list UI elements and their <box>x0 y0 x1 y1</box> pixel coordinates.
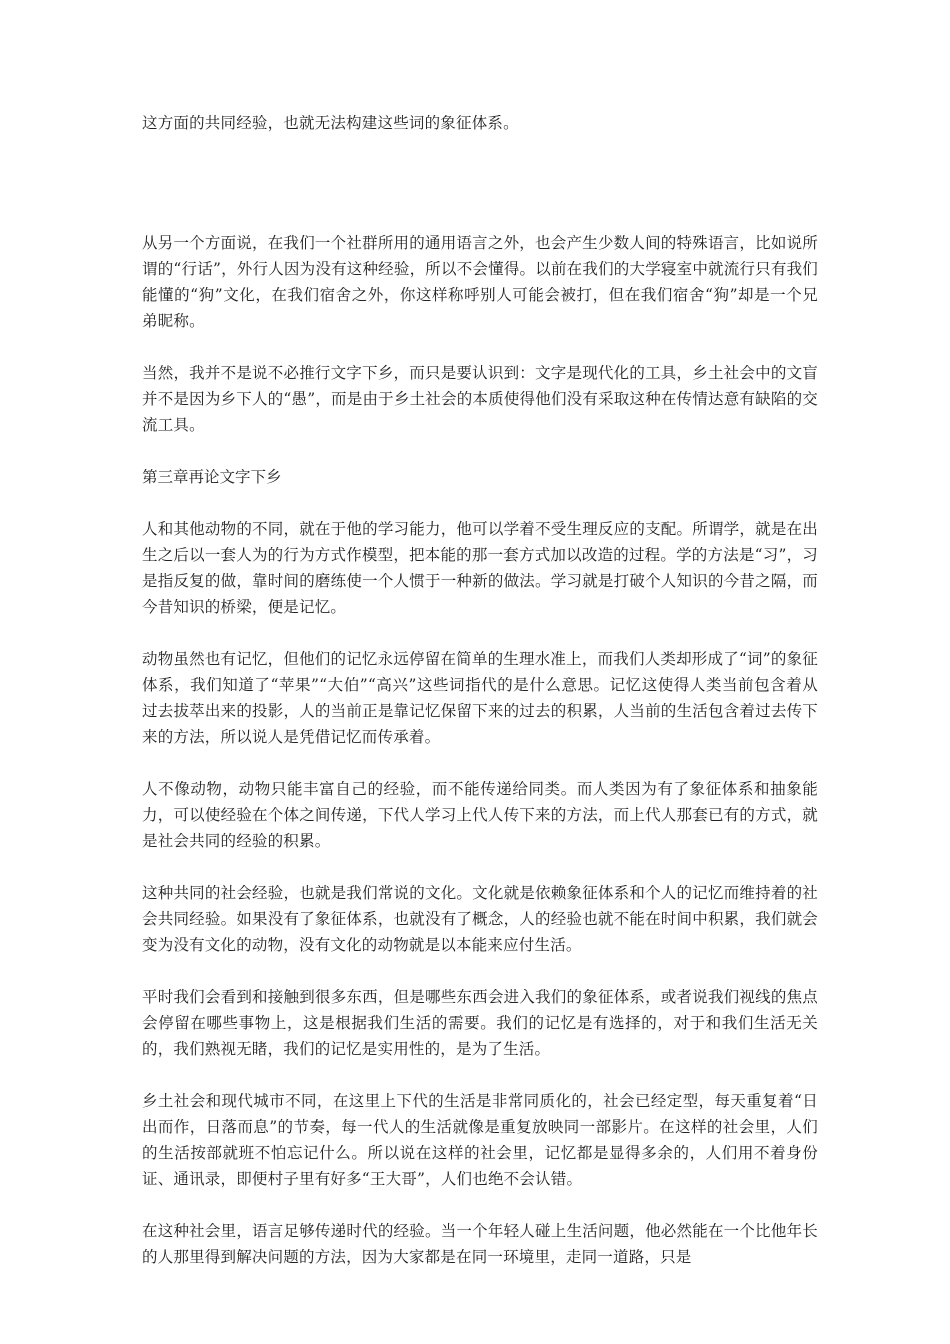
document-body <box>142 110 818 1296</box>
paragraph-10: 在这种社会里，语言足够传递时代的经验。当一个年轻人碰上生活问题，他必然能在一个比他年长的人那里得到解决问题的方法，因为大家都是在同一环境里，走同一道路，只是 <box>142 1222 818 1266</box>
paragraph-2: 从另一个方面说，在我们一个社群所用的通用语言之外，也会产生少数人间的特殊语言，比如说所谓的“行话”，外行人因为没有这种经验，所以不会懂得。以前在我们的大学寝室中就流行只有我们能懂的“狗”文化，在我们宿舍之外，你这样称呼别人可能会被打，但在我们宿舍“狗”却是一个兄弟昵称。 <box>142 234 818 330</box>
paragraph-9: 乡土社会和现代城市不同，在这里上下代的生活是非常同质化的，社会已经定型，每天重复着“日出而作，日落而息”的节奏，每一代人的生活就像是重复放映同一部影片。在这样的社会里，人们的生活按部就班不怕忘记什么。所以说在这样的社会里，记忆都是显得多余的，人们用不着身份证、通讯录，即便村子里有好多“王大哥”，人们也绝不会认错。 <box>142 1092 818 1188</box>
paragraph-7: 这种共同的社会经验，也就是我们常说的文化。文化就是依赖象征体系和个人的记忆而维持着的社会共同经验。如果没有了象征体系，也就没有了概念，人的经验也就不能在时间中积累，我们就会变为没有文化的动物，没有文化的动物就是以本能来应付生活。 <box>142 884 818 954</box>
chapter-heading: 第三章再论文字下乡 <box>142 468 282 486</box>
paragraph-5: 动物虽然也有记忆，但他们的记忆永远停留在简单的生理水准上，而我们人类却形成了“词”的象征体系，我们知道了“苹果”“大伯”“高兴”这些词指代的是什么意思。记忆这使得人类当前包含着从过去拔萃出来的投影，人的当前正是靠记忆保留下来的过去的积累，人当前的生活包含着过去传下来的方法，所以说人是凭借记忆而传承着。 <box>142 650 818 746</box>
paragraph-4: 人和其他动物的不同，就在于他的学习能力，他可以学着不受生理反应的支配。所谓学，就是在出生之后以一套人为的行为方式作模型，把本能的那一套方式加以改造的过程。学的方法是“习”，习是指反复的做，靠时间的磨练使一个人惯于一种新的做法。学习就是打破个人知识的今昔之隔，而今昔知识的桥梁，便是记忆。 <box>142 520 818 616</box>
paragraph-6: 人不像动物，动物只能丰富自己的经验，而不能传递给同类。而人类因为有了象征体系和抽象能力，可以使经验在个体之间传递，下代人学习上代人传下来的方法，而上代人那套已有的方式，就是社会共同的经验的积累。 <box>142 780 818 850</box>
paragraph-1: 这方面的共同经验，也就无法构建这些词的象征体系。 <box>142 114 519 132</box>
paragraph-3: 当然，我并不是说不必推行文字下乡，而只是要认识到：文字是现代化的工具，乡土社会中的文盲并不是因为乡下人的“愚”，而是由于乡土社会的本质使得他们没有采取这种在传情达意有缺陷的交流工具。 <box>142 364 818 434</box>
paragraph-8: 平时我们会看到和接触到很多东西，但是哪些东西会进入我们的象征体系，或者说我们视线的焦点会停留在哪些事物上，这是根据我们生活的需要。我们的记忆是有选择的，对于和我们生活无关的，我们熟视无睹，我们的记忆是实用性的，是为了生活。 <box>142 988 818 1058</box>
